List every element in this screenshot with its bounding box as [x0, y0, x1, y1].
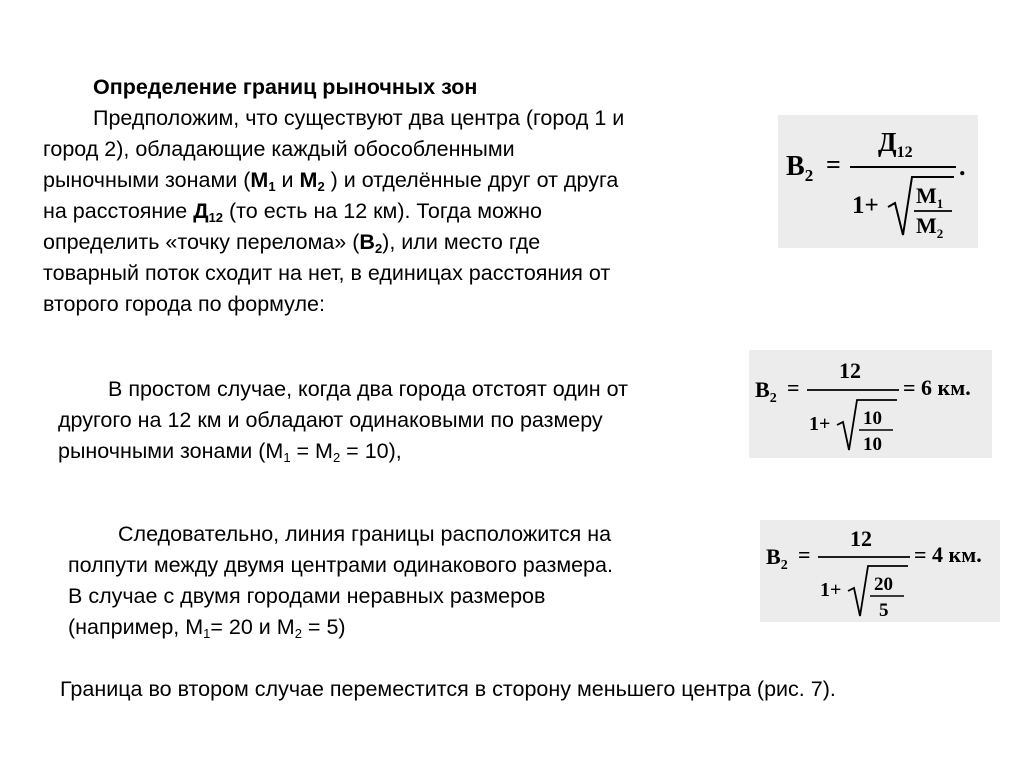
formula-lhs: $В_2$	[786, 151, 814, 185]
formula-inner-denominator: $М_2$	[916, 213, 944, 241]
formula-unequal-case	[760, 520, 1000, 622]
formula-denominator-one: 1+	[809, 413, 831, 435]
formula-lhs: $В_2$	[755, 377, 777, 406]
formula-result: = 4 км.	[914, 542, 982, 567]
paragraph-line: второго города по формуле:	[43, 292, 325, 316]
section-definition	[43, 72, 733, 320]
paragraph-line: товарный поток сходит на нет, в единицах расстояния от	[43, 261, 611, 285]
paragraph-line: рыночными зонами $(М_1 = М_2 = 10)$,	[58, 439, 402, 465]
formula-equals: =	[787, 375, 800, 400]
formula-result: = 6 км.	[903, 375, 971, 400]
section-simple-case	[58, 374, 738, 467]
formula-inner-denominator: 5	[879, 600, 889, 621]
formula-numerator: 12	[850, 526, 872, 551]
formula-numerator: $Д_{12}$	[878, 127, 913, 161]
paragraph-line: город 2), обладающие каждый обособленными	[43, 137, 515, 161]
section-consequence	[68, 519, 748, 643]
conclusion-text: Граница во втором случае переместится в сторону меньшего центра (рис. 7).	[60, 677, 836, 701]
formula-end: .	[959, 152, 966, 181]
formula-equal-case	[749, 350, 992, 458]
formula-general	[778, 115, 978, 248]
paragraph-line: рыночными зонами ($М_1$ и $М_2$ ) и отделённые друг от друга	[43, 168, 619, 194]
paragraph-line: В случае с двумя городами неравных размеров	[68, 584, 546, 608]
formula-equals: =	[826, 150, 841, 179]
section-title: Определение границ рыночных зон	[93, 75, 478, 99]
formula-inner-numerator: 10	[863, 408, 882, 429]
formula-denominator-one: 1+	[820, 579, 842, 601]
formula-denominator-one: 1+	[852, 192, 879, 219]
paragraph-line: Следовательно, линия границы расположится на	[118, 522, 612, 546]
paragraph-line: Предположим, что существуют два центра (город 1 и	[93, 106, 625, 130]
paragraph-line: на расстояние $Д_{12}$ (то есть на 12 км). Тогда можно	[43, 199, 542, 225]
paragraph-line: В простом случае, когда два города отстоят один от	[108, 377, 628, 401]
formula-equals: =	[798, 542, 811, 567]
formula-inner-numerator: 20	[874, 574, 893, 595]
formula-numerator: 12	[839, 358, 861, 383]
paragraph-line: (например, $М_1= 20$ и $М_2 = 5$)	[68, 615, 346, 641]
paragraph-line: определить «точку перелома» $(В_2)$, или место где	[43, 230, 541, 256]
formula-inner-denominator: 10	[863, 434, 882, 455]
paragraph-line: другого на 12 км и обладают одинаковыми по размеру	[58, 408, 603, 432]
formula-lhs: $В_2$	[766, 544, 788, 573]
formula-inner-numerator: $М_1$	[916, 183, 944, 211]
paragraph-line: полпути между двумя центрами одинакового размера.	[68, 553, 613, 577]
